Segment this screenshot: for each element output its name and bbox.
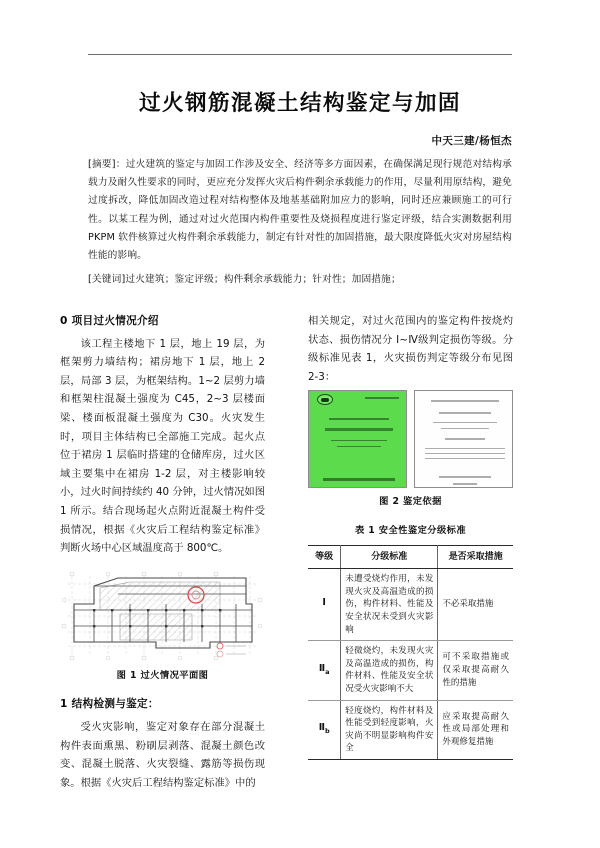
grade-roman: Ⅰ — [322, 596, 326, 608]
continued-paragraph: 相关规定，对过火范围内的鉴定构件按烧灼状态、损伤情况分 Ⅰ~Ⅳ级判定损伤等级。分级标准见表 1，火灾损伤判定等级分布见图 2-3： — [308, 315, 513, 383]
left-column — [60, 312, 265, 792]
standard-book-cover-image — [308, 390, 407, 488]
grade-roman: Ⅱ — [318, 662, 326, 674]
author-byline: 中天三建/杨恒杰 — [431, 135, 512, 147]
right-column — [308, 312, 513, 760]
cell-grade — [308, 569, 341, 641]
table-header-row — [308, 545, 513, 569]
cell-action: 可不采取措施或仅采取提高耐久性的措施 — [438, 641, 513, 700]
table-row — [308, 700, 513, 759]
table-header — [308, 545, 513, 569]
section-heading-1: 1 结构检测与鉴定： — [60, 698, 159, 711]
cell-grade — [308, 700, 341, 759]
column-header-action: 是否采取措施 — [438, 545, 513, 569]
cell-standard: 未遭受烧灼作用，未发现火灾及高温造成的损伤，构件材料、性能及安全状况未受到火灾影响 — [341, 569, 438, 641]
column-header-standard: 分级标准 — [341, 545, 438, 569]
grading-standards-table — [308, 545, 513, 760]
section-1-paragraph: 受火灾影响，鉴定对象存在部分混凝土构件表面熏黑、粉刷层剥落、混凝土颜色改变、混凝土脱落、火灾裂缝、露筋等损伤现象。根据《火灾后工程结构鉴定标准》中的 — [60, 720, 265, 789]
section-heading-0: 0 项目过火情况介绍 — [60, 315, 159, 327]
notice-document-image — [414, 390, 513, 488]
figure-1-caption: 图 1 过火情况平面图 — [116, 669, 209, 681]
grade-subscript: b — [324, 726, 330, 735]
cell-standard: 轻度烧灼，构件材料及性能受到轻度影响，火灾尚不明显影响构件安全 — [341, 700, 438, 759]
floor-plan-svg — [60, 570, 265, 662]
table-body — [308, 569, 513, 760]
cell-grade — [308, 641, 341, 700]
table-row — [308, 569, 513, 641]
figure-2-caption: 图 2 鉴定依据 — [379, 496, 442, 508]
cell-action: 不必采取措施 — [438, 569, 513, 641]
table-1-caption: 表 1 安全性鉴定分级标准 — [354, 524, 467, 536]
abstract-text: [摘要]：过火建筑的鉴定与加固工作涉及安全、经济等多方面因素，在确保满足现行规范对结构承载力及耐久性要求的同时，更应充分发挥火灾后构件剩余承载能力的作用，尽量利用原结构，避免过度拆改，降低加固改造过程对结构整体及地基基础附加应力的影响，同时还应兼顾施工的可行性。以某工程为例，通过对过火范围内构件重要性及烧损程度进行鉴定评级，结合实测数据利用 PKPM 软件核算过火构件剩余承载能力，制定有针对性的加固措施，最大限度降低火灾对房屋结构性能的影响。 — [88, 159, 512, 262]
floor-plan-image — [60, 570, 265, 662]
publisher-line — [323, 478, 395, 481]
table-row — [308, 641, 513, 700]
figure-1 — [60, 570, 265, 686]
cell-standard: 轻微烧灼，未发现火灾及高温造成的损伤，构件材料、性能及安全状况受火灾影响不大 — [341, 641, 438, 700]
header-rule — [88, 54, 512, 55]
publisher-emblem-icon — [317, 394, 333, 405]
cell-action: 应采取提高耐久性或局部处理和外观修复措施 — [438, 700, 513, 759]
section-0-paragraph: 该工程主楼地下 1 层，地上 19 层，为框架剪力墙结构；裙房地下 1 层，地上 2 层，局部 3 层，为框架结构。1~2 层剪力墙和框架柱混凝土强度为 C45，2~3 层楼面梁、楼面板混凝土强度为 C30。火灾发生时，项目主体结构已全部施工完成。起火点位于裙房 1 层临时搭建的仓储库房，过火区域主要集中在裙房 1-2 层，对主楼影响较小，过火时间持续约 40 分钟，过火情况如图 1 所示。结合现场起火点附近混凝土构件受损情况，根据《火灾后工程结构鉴定标准》判断火场中心区域温度高于 800℃。 — [60, 337, 265, 555]
keywords-text: [关键词]过火建筑；鉴定评级；构件剩余承载能力；针对性；加固措施； — [88, 274, 401, 285]
page-title: 过火钢筋混凝土结构鉴定与加固 — [138, 91, 461, 116]
grade-roman: Ⅱ — [318, 721, 325, 733]
grade-subscript: a — [325, 667, 330, 676]
column-header-grade: 等级 — [308, 545, 341, 569]
figure-2 — [308, 390, 513, 488]
